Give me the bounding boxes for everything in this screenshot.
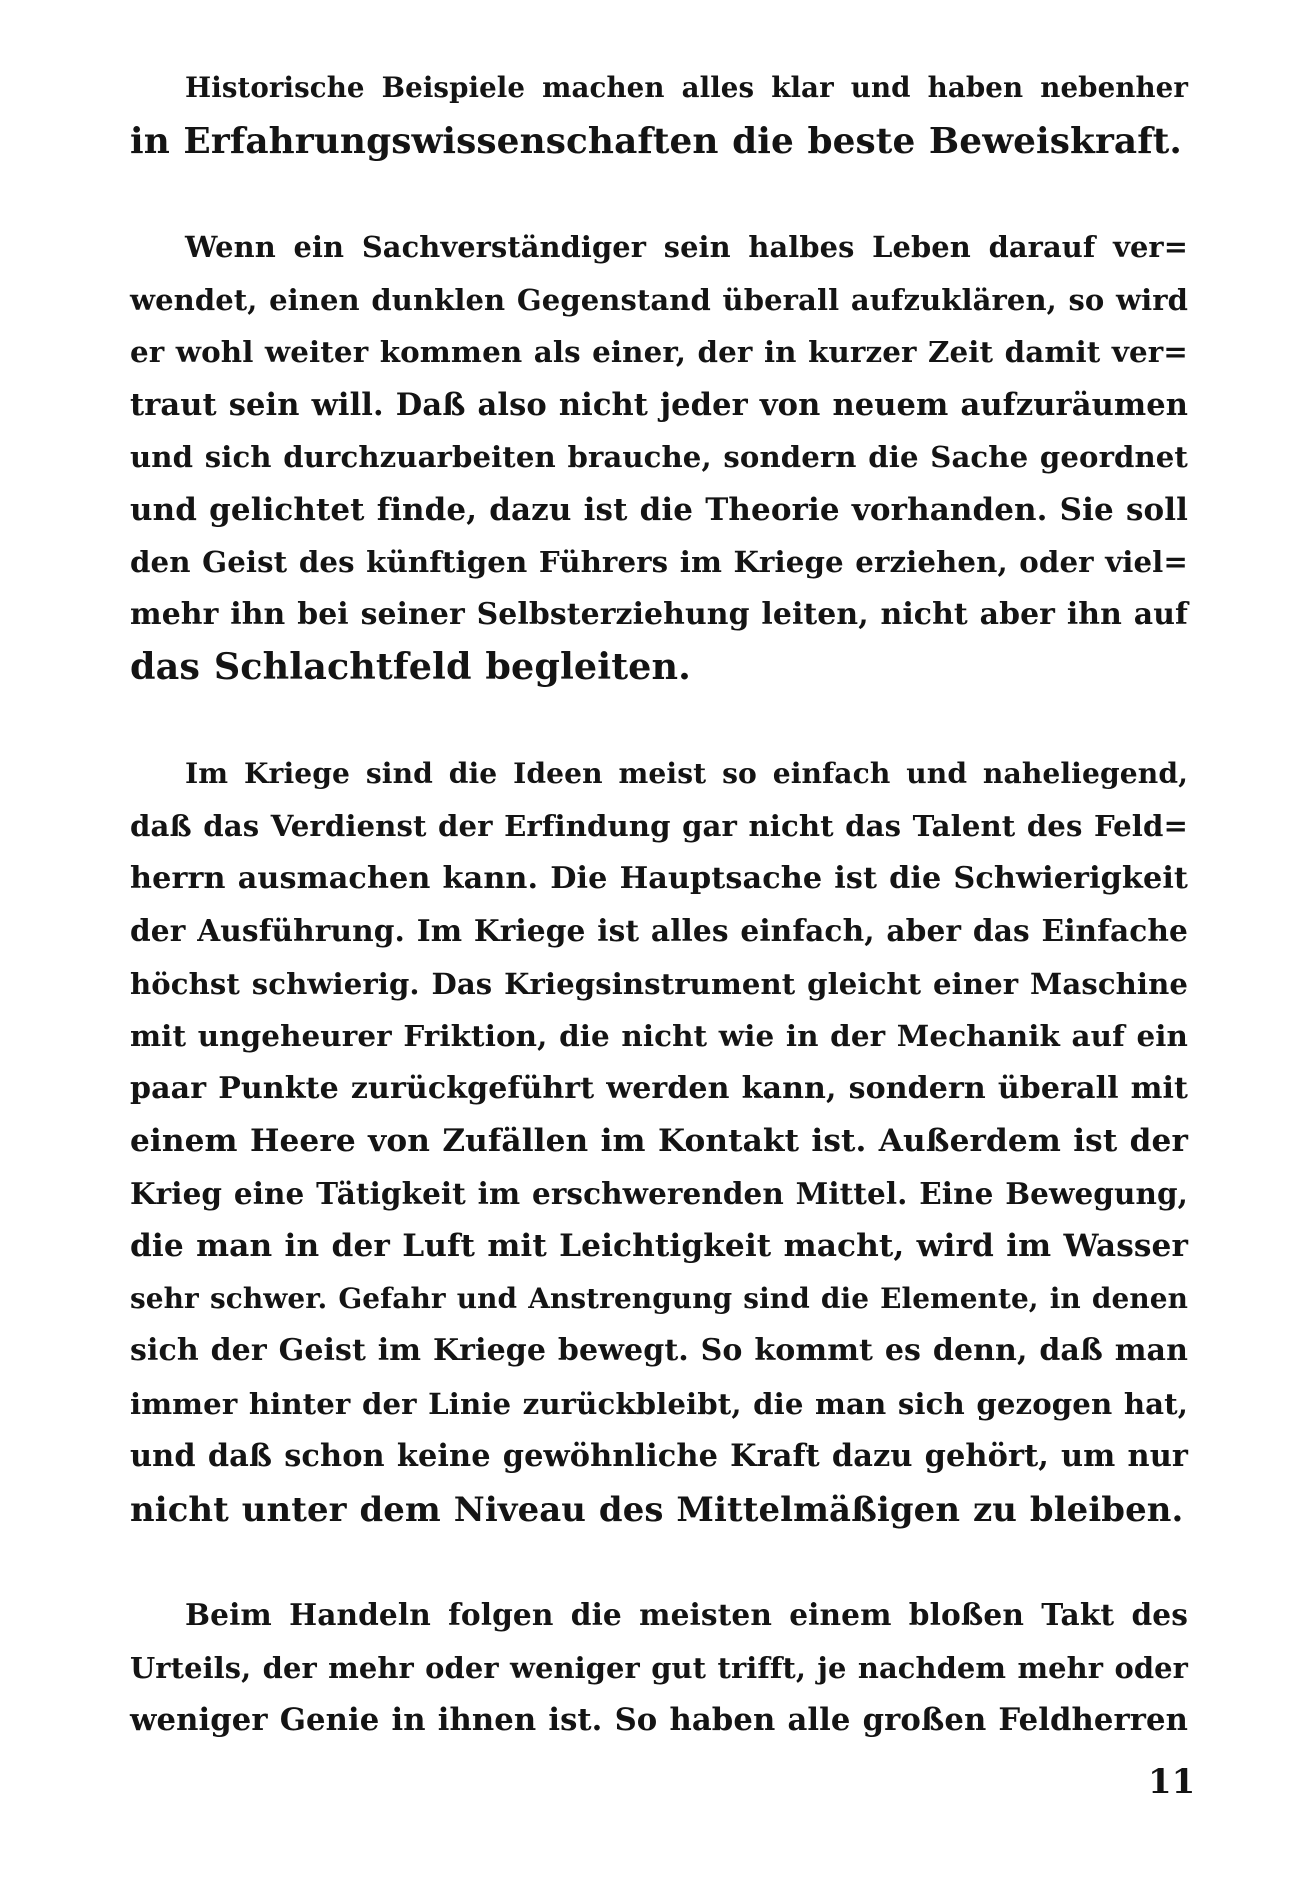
text-line: einem Heere von Zufällen im Kontakt ist. Außerdem ist der — [130, 1123, 1188, 1159]
paragraph-4 — [130, 1589, 1188, 1747]
text-line: herrn ausmachen kann. Die Hauptsache ist die Schwierigkeit — [130, 860, 1188, 896]
text-line: in Erfahrungswissenschaften die beste Beweiskraft. — [130, 119, 1182, 162]
text-line: und gelichtet finde, dazu ist die Theorie vorhanden. Sie soll — [130, 491, 1188, 528]
text-line: und sich durchzuarbeiten brauche, sondern die Sache geordnet — [130, 440, 1188, 474]
text-line: Beim Handeln folgen die meisten einem bloßen Takt des — [185, 1597, 1188, 1632]
text-line: den Geist des künftigen Führers im Kriege erziehen, oder viel= — [130, 545, 1188, 579]
text-line: das Schlachtfeld begleiten. — [130, 645, 691, 688]
body-text — [130, 62, 1188, 1747]
text-line: und daß schon keine gewöhnliche Kraft dazu gehört, um nur — [130, 1438, 1188, 1474]
paragraph-1 — [130, 62, 1188, 167]
text-line: nicht unter dem Niveau des Mittelmäßigen zu bleiben. — [130, 1488, 1184, 1529]
text-line: Krieg eine Tätigkeit im erschwerenden Mittel. Eine Bewegung, — [130, 1175, 1188, 1211]
page-number: 11 — [1148, 1762, 1196, 1802]
text-line: sehr schwer. Gefahr und Anstrengung sind die Elemente, in denen — [130, 1281, 1188, 1315]
text-line: daß das Verdienst der Erfindung gar nicht das Talent des Feld= — [130, 809, 1188, 843]
text-line: paar Punkte zurückgeführt werden kann, sondern überall mit — [130, 1070, 1188, 1106]
text-line: er wohl weiter kommen als einer, der in kurzer Zeit damit ver= — [130, 334, 1188, 369]
paragraph-2 — [130, 221, 1188, 694]
paragraph-3 — [130, 748, 1188, 1536]
text-line: Wenn ein Sachverständiger sein halbes Leben darauf ver= — [185, 230, 1188, 264]
paragraph-gap — [130, 167, 1188, 221]
text-line: sich der Geist im Kriege bewegt. So kommt es denn, daß man — [130, 1333, 1188, 1368]
text-line: traut sein will. Daß also nicht jeder von neuem aufzuräumen — [130, 386, 1188, 423]
paragraph-gap — [130, 694, 1188, 748]
text-line: immer hinter der Linie zurückbleibt, die man sich gezogen hat, — [130, 1386, 1188, 1421]
text-line: die man in der Luft mit Leichtigkeit macht, wird im Wasser — [130, 1228, 1188, 1264]
text-line: wendet, einen dunklen Gegenstand überall aufzuklären, so wird — [130, 282, 1188, 317]
text-line: mit ungeheurer Friktion, die nicht wie in der Mechanik auf ein — [130, 1018, 1188, 1053]
text-line: höchst schwierig. Das Kriegsinstrument gleicht einer Maschine — [130, 966, 1188, 1001]
text-line: Urteils, der mehr oder weniger gut trifft, je nachdem mehr oder — [130, 1650, 1188, 1685]
paragraph-gap — [130, 1535, 1188, 1589]
text-line: Im Kriege sind die Ideen meist so einfach und naheliegend, — [185, 756, 1188, 790]
text-line: weniger Genie in ihnen ist. So haben alle großen Feldherren — [130, 1702, 1188, 1738]
text-line: Historische Beispiele machen alles klar und haben nebenher — [185, 71, 1188, 104]
text-line: der Ausführung. Im Kriege ist alles einfach, aber das Einfache — [130, 913, 1188, 948]
text-line: mehr ihn bei seiner Selbsterziehung leiten, nicht aber ihn auf — [130, 596, 1188, 632]
